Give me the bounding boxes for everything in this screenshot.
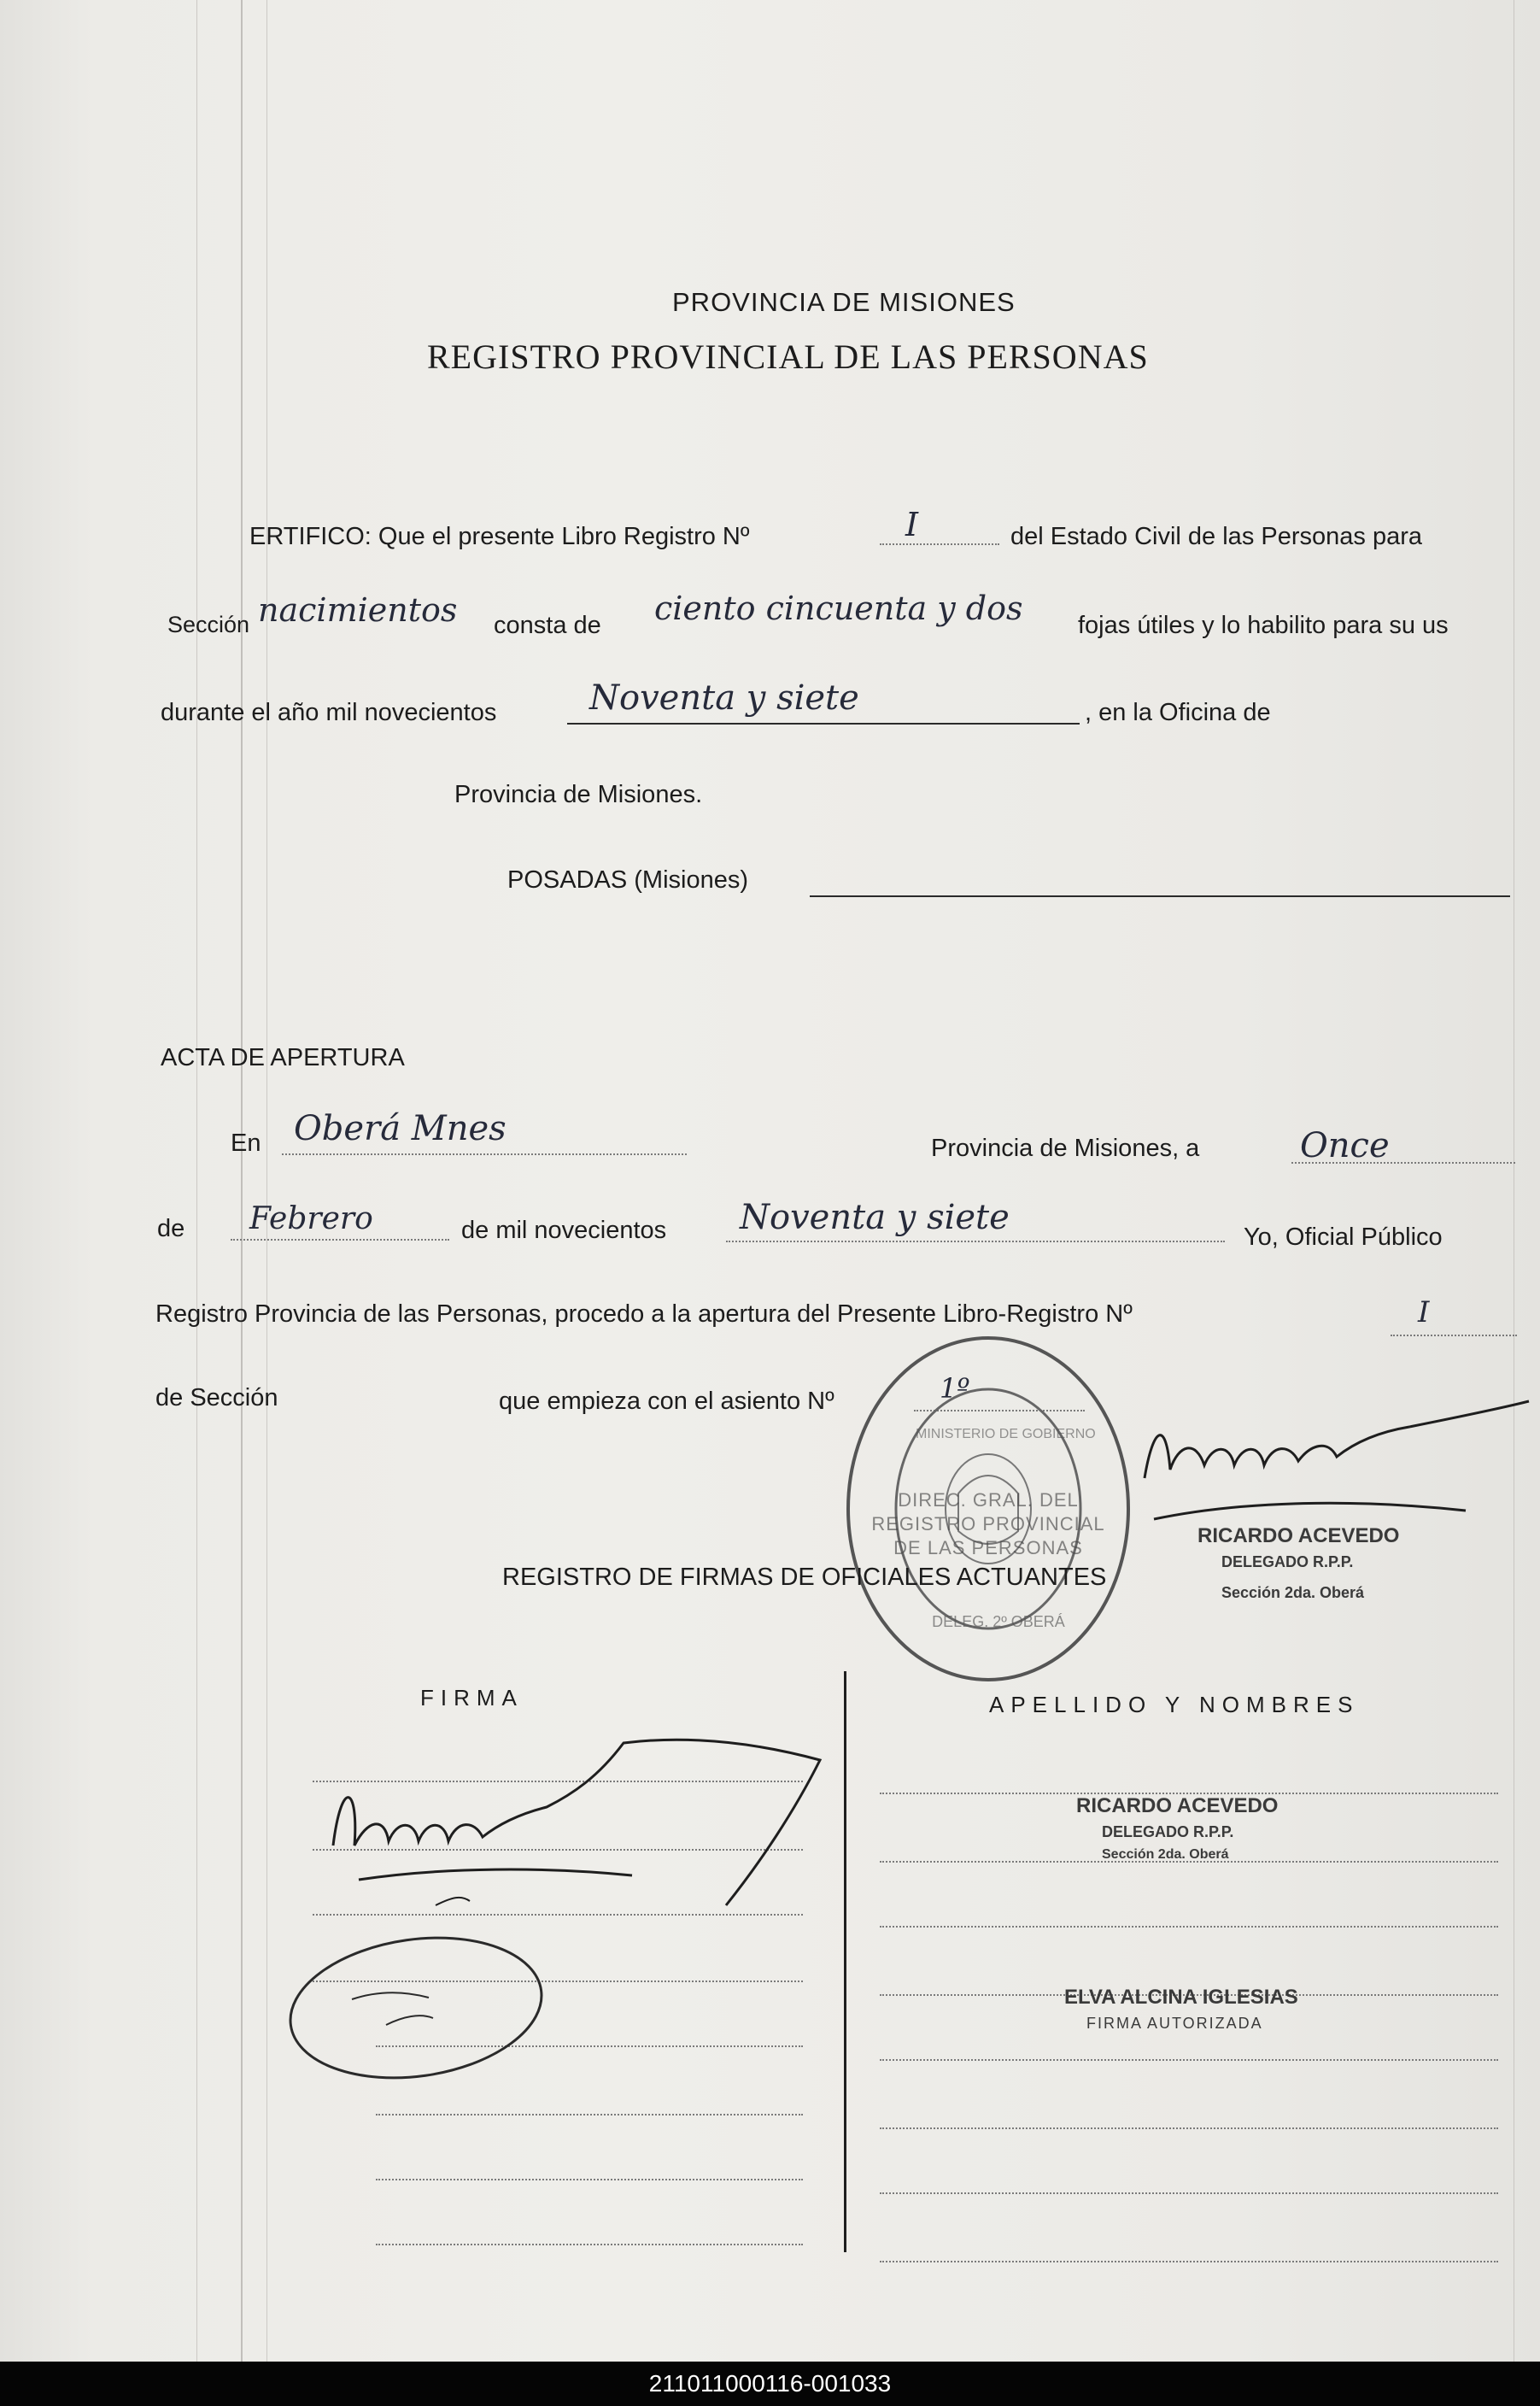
column-header-names: APELLIDO Y NOMBRES: [989, 1692, 1360, 1717]
place-value-handwritten: Oberá Mnes: [294, 1109, 507, 1148]
opening-heading: ACTA DE APERTURA: [161, 1044, 405, 1071]
fill-line: [726, 1241, 1225, 1242]
signature-row-line: [313, 1914, 803, 1916]
fojas-suffix: fojas útiles y lo habilito para su us: [1078, 612, 1449, 639]
section-label: Sección: [167, 612, 250, 637]
seal-inner-text: MINISTERIO DE GOBIERNO: [916, 1427, 1096, 1441]
de-label: de: [157, 1215, 185, 1242]
fojas-value-handwritten: ciento cincuenta y dos: [654, 590, 1023, 627]
stamp-official-section: Sección 2da. Oberá: [1221, 1584, 1365, 1601]
seccion-label: de Sección: [155, 1384, 278, 1411]
certificate-line1-suffix: del Estado Civil de las Personas para: [1010, 523, 1422, 550]
signature-entry-2: [284, 1931, 548, 2085]
document-id: 211011000116-001033: [648, 2370, 892, 2397]
page-edge-shadow: [196, 0, 197, 2362]
fill-line: [880, 543, 999, 545]
stamp-name-1: RICARDO ACEVEDO: [1076, 1794, 1279, 1817]
fill-line: [1291, 1162, 1515, 1164]
book-number-handwritten: I: [905, 506, 919, 543]
stamp-section-1: Sección 2da. Oberá: [1102, 1847, 1229, 1862]
consta-de-label: consta de: [494, 612, 601, 639]
stamp-role-1: DELEGADO R.P.P.: [1102, 1823, 1234, 1840]
registry-title: REGISTRO PROVINCIAL DE LAS PERSONAS: [427, 337, 1149, 376]
province-date-label: Provincia de Misiones, a: [931, 1135, 1200, 1162]
place-date-line: [810, 895, 1510, 897]
name-row-line: [880, 2059, 1498, 2061]
stamp-official-name: RICARDO ACEVEDO: [1197, 1524, 1400, 1547]
certificate-line1-prefix: ERTIFICO: Que el presente Libro Registro Nº: [249, 523, 750, 550]
signature-row-line: [376, 2114, 803, 2116]
column-header-signature: FIRMA: [420, 1685, 524, 1711]
year-value-handwritten: Noventa y siete: [740, 1198, 1010, 1237]
name-row-line: [880, 2127, 1498, 2129]
stamp-official-role: DELEGADO R.P.P.: [1221, 1553, 1354, 1570]
asiento-label: que empieza con el asiento Nº: [499, 1388, 834, 1415]
fill-line: [567, 723, 1080, 725]
book-number-handwritten: I: [1418, 1295, 1430, 1329]
day-value-handwritten: Once: [1300, 1126, 1390, 1165]
during-label: durante el año mil novecientos: [161, 699, 497, 726]
fill-line: [1391, 1335, 1517, 1336]
asiento-value-handwritten: 1º: [940, 1372, 970, 1405]
name-row-line: [880, 1926, 1498, 1928]
fill-line: [282, 1153, 687, 1155]
stamp-role-2: FIRMA AUTORIZADA: [1086, 2015, 1263, 2032]
province-line: Provincia de Misiones.: [454, 781, 703, 808]
fill-line: [231, 1239, 449, 1241]
seal-bottom-text: DELEG. 2º OBERÁ: [932, 1613, 1065, 1630]
province-title: PROVINCIA DE MISIONES: [672, 287, 1016, 317]
place-label: POSADAS (Misiones): [507, 866, 749, 894]
stamp-name-2: ELVA ALCINA IGLESIAS: [1064, 1986, 1298, 2009]
footer-bar: [0, 2362, 1540, 2406]
officer-label: Yo, Oficial Público: [1244, 1224, 1443, 1251]
en-label: En: [231, 1130, 261, 1157]
name-row-line: [880, 2192, 1498, 2194]
signature-row-line: [376, 2244, 803, 2245]
signature-underline: [1150, 1493, 1474, 1528]
name-row-line: [880, 2261, 1498, 2262]
column-divider: [844, 1671, 846, 2252]
office-suffix: , en la Oficina de: [1085, 699, 1271, 726]
signatures-heading: REGISTRO DE FIRMAS DE OFICIALES ACTUANTES: [502, 1564, 1107, 1591]
page-edge-shadow: [266, 0, 267, 2362]
seal-text: DIREC. GRAL. DEL REGISTRO PROVINCIAL DE LAS PERSONAS: [871, 1489, 1105, 1558]
page-edge-shadow: [241, 0, 243, 2362]
signature-row-line: [376, 2179, 803, 2180]
section-value-handwritten: nacimientos: [258, 591, 458, 629]
year-label: de mil novecientos: [461, 1217, 667, 1244]
month-value-handwritten: Febrero: [249, 1201, 373, 1236]
opening-line3: Registro Provincia de las Personas, procedo a la apertura del Presente Libro-Registro Nº: [155, 1300, 1133, 1328]
signature-entry-1: [316, 1726, 829, 1914]
year-value-handwritten: Noventa y siete: [589, 678, 859, 718]
